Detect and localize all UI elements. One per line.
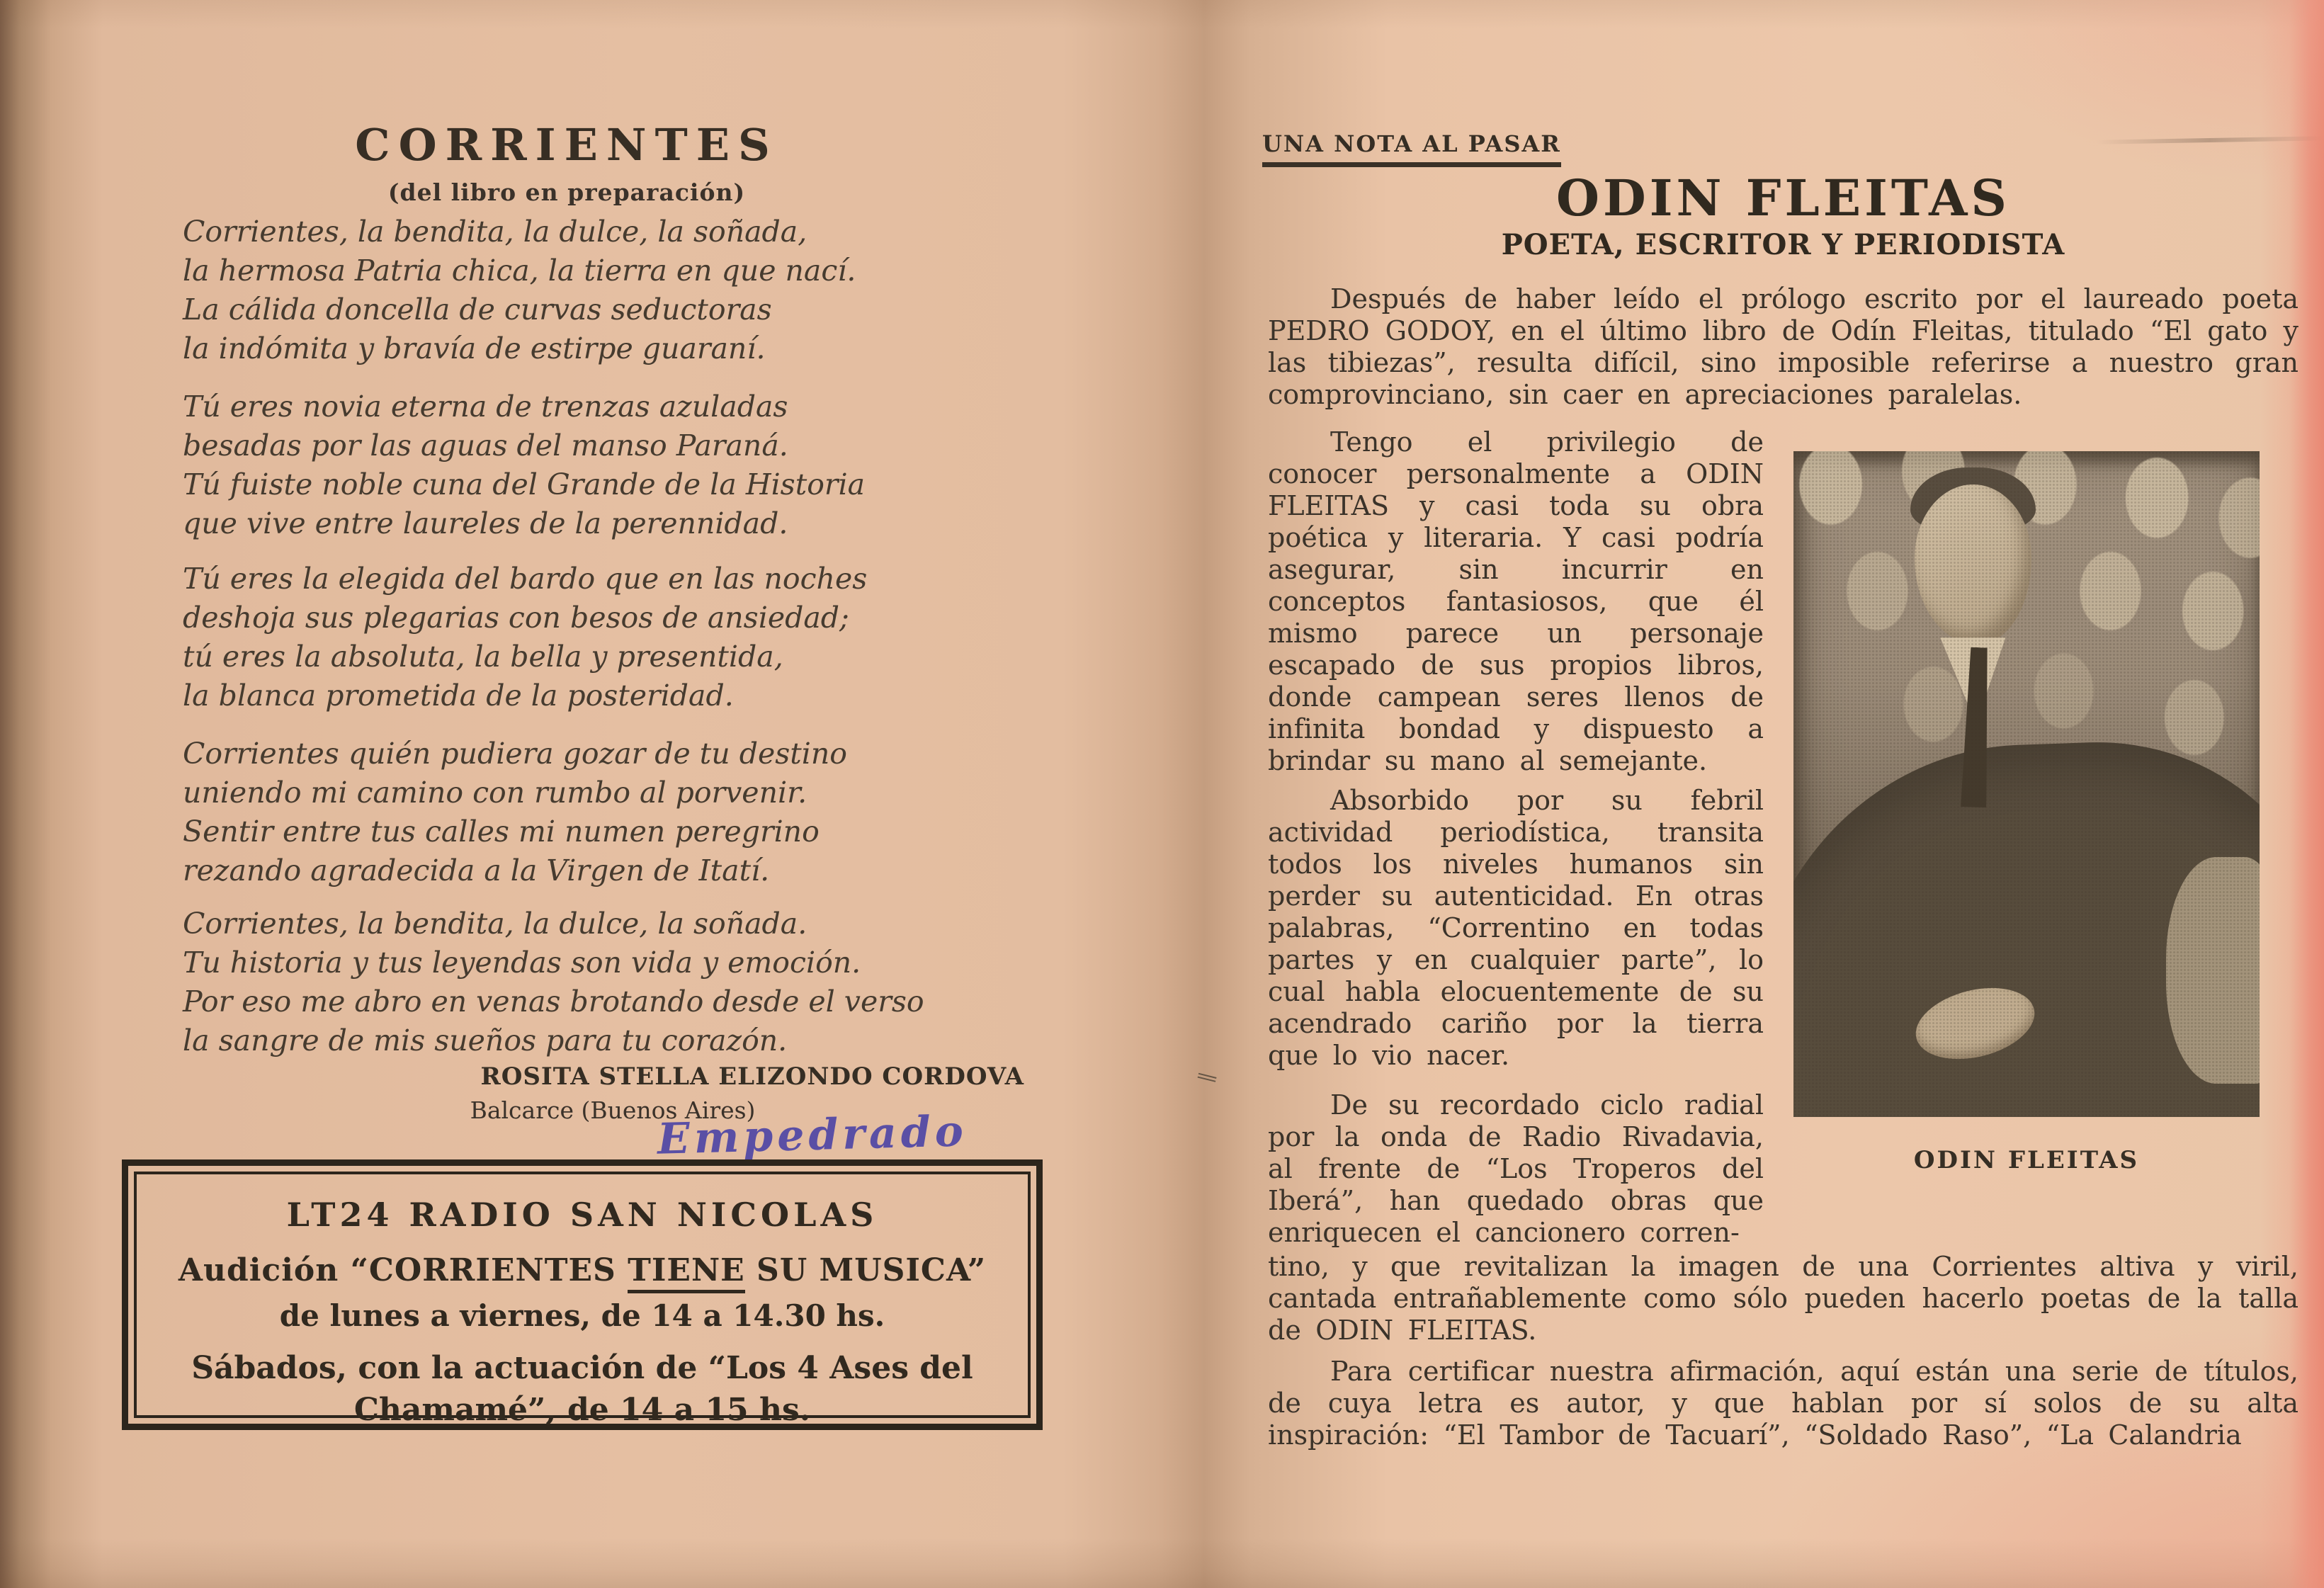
article-title: ODIN FLEITAS <box>1556 169 2010 227</box>
poem-line: La cálida doncella de curvas seductoras <box>183 293 772 327</box>
ad-weekday-schedule: de lunes a viernes, de 14 a 14.30 hs. <box>279 1298 885 1333</box>
poem-line: Corrientes, la bendita, la dulce, la soñada. <box>183 907 807 941</box>
poem-line: Tú fuiste noble cuna del Grande de la Historia <box>183 467 866 501</box>
article-subtitle: POETA, ESCRITOR Y PERIODISTA <box>1501 228 2065 261</box>
article-paragraph-4-column: De su recordado ciclo radial por la onda de Radio Rivadavia, al frente de “Los Troperos del Iberá”, han quedado obras que enriquecen el cancionero corren- <box>1268 1089 1764 1248</box>
poem-line: Sentir entre tus calles mi numen peregrino <box>183 815 820 849</box>
poem-line: la indómita y bravía de estirpe guaraní. <box>183 331 766 365</box>
poem-stanza-3 <box>183 560 867 715</box>
poem-line: tú eres la absoluta, la bella y presentida, <box>183 640 783 674</box>
ad-program-post: SU MUSICA” <box>744 1252 987 1288</box>
poem-line: Tú eres novia eterna de trenzas azuladas <box>183 390 788 424</box>
ad-program-underlined-word: TIENE <box>628 1252 745 1293</box>
poem-line: la sangre de mis sueños para tu corazón. <box>183 1023 788 1057</box>
poem-line: deshoja sus plegarias con besos de ansiedad; <box>183 601 849 635</box>
poem-subtitle: (del libro en preparación) <box>387 178 746 206</box>
poem-line: la hermosa Patria chica, la tierra en que nací. <box>183 254 856 288</box>
poem-line: Corrientes, la bendita, la dulce, la soñada, <box>183 215 807 249</box>
handwritten-note: Empedrado <box>657 1106 968 1164</box>
poem-stanza-2 <box>183 387 865 543</box>
ad-saturday-line-1: Sábados, con la actuación de “Los 4 Ases del <box>191 1350 973 1386</box>
poem-line: que vive entre laureles de la perennidad. <box>183 506 788 540</box>
sepia-tint <box>1793 451 2260 1117</box>
article-paragraph-4-full-width: tino, y que revitalizan la imagen de una Corrientes altiva y viril, cantada entrañablemente como sólo pueden hacerlo poetas de la talla de ODIN FLEITAS. <box>1268 1251 2299 1346</box>
ad-program-line <box>137 1252 1028 1288</box>
radio-ad-box <box>122 1159 1043 1430</box>
ad-program-pre: Audición “CORRIENTES <box>178 1252 628 1288</box>
poem-line: uniendo mi camino con rumbo al porvenir. <box>183 776 807 810</box>
poem-author-name: ROSITA STELLA ELIZONDO CORDOVA <box>480 1062 1024 1091</box>
poem-line: la blanca prometida de la posteridad. <box>183 679 734 713</box>
radio-ad-inner-border <box>134 1172 1031 1428</box>
poem-stanza-5 <box>183 904 924 1060</box>
poem-stanza-1 <box>183 212 856 368</box>
scan-smudge <box>2097 136 2323 144</box>
poem-line: Corrientes quién pudiera gozar de tu destino <box>183 737 847 771</box>
portrait-photo <box>1793 451 2260 1117</box>
ink-speck <box>1198 1062 1220 1082</box>
poem-stanza-4 <box>183 735 847 890</box>
article-paragraph-2: Tengo el privilegio de conocer personalmente a ODIN FLEITAS y casi toda su obra poética y literaria. Y casi podría asegurar, sin incurrir en conceptos fantasiosos, que él mismo parece un personaje escapado de sus propios libros, donde campean seres llenos de infinita bondad y dispuesto a brindar su mano al semejante. <box>1268 426 1764 776</box>
section-kicker: UNA NOTA AL PASAR <box>1262 130 1561 167</box>
article-paragraph-5: Para certificar nuestra afirmación, aquí están una serie de títulos, de cuya letra es autor, y que hablan por sí solos de su alta inspiración: “El Tambor de Tacuarí”, “Soldado Raso”, “La Calandria <box>1268 1356 2299 1451</box>
poem-line: Tu historia y tus leyendas son vida y emoción. <box>183 946 861 980</box>
poem-line: rezando agradecida a la Virgen de Itatí. <box>183 853 770 887</box>
poem-line: Por eso me abro en venas brotando desde el verso <box>183 985 924 1019</box>
ad-saturday-line-2: Chamamé”, de 14 a 15 hs. <box>353 1392 811 1428</box>
photo-caption: ODIN FLEITAS <box>1913 1146 2140 1174</box>
poem-author-location: Balcarce (Buenos Aires) <box>470 1096 756 1124</box>
article-paragraph-1: Después de haber leído el prólogo escrito por el laureado poeta PEDRO GODOY, en el último libro de Odín Fleitas, titulado “El gato y las tibiezas”, resulta difícil, sino imposible referirse a nuestro gran comprovinciano, sin caer en apreciaciones paralelas. <box>1268 283 2299 410</box>
poem-title: CORRIENTES <box>355 119 778 171</box>
poem-line: besadas por las aguas del manso Paraná. <box>183 429 788 463</box>
article-paragraph-3: Absorbido por su febril actividad periodística, transita todos los niveles humanos sin perder su autenticidad. En otras palabras, “Correntino en todas partes y en cualquier parte”, lo cual habla elocuentemente de su acendrado cariño por la tierra que lo vio nacer. <box>1268 785 1764 1071</box>
ad-station-name: LT24 RADIO SAN NICOLAS <box>286 1196 878 1234</box>
poem-line: Tú eres la elegida del bardo que en las noches <box>183 562 868 596</box>
